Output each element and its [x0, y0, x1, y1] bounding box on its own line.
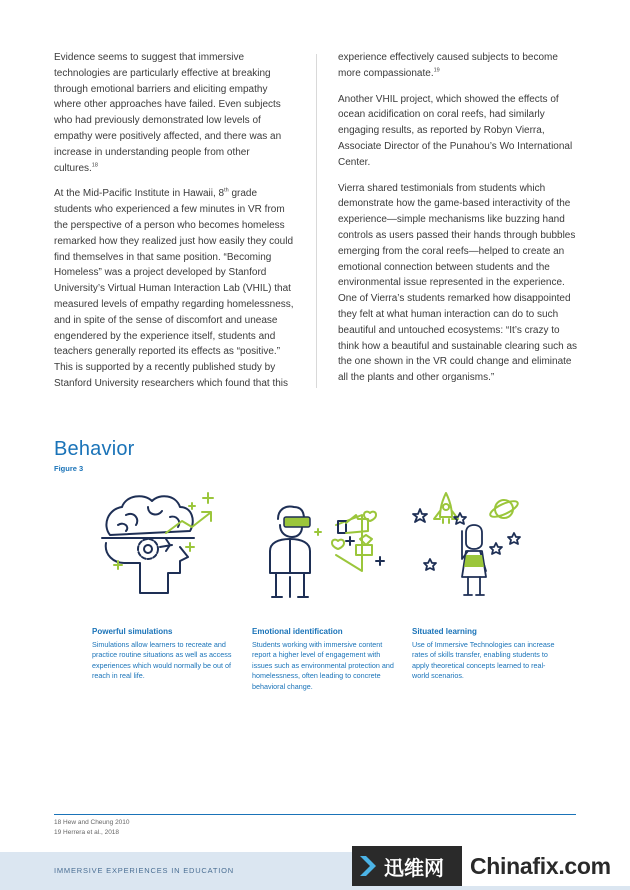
figure-label: Figure 3	[54, 464, 84, 473]
card-situated-learning	[412, 627, 562, 682]
footnote-19: 19 Herrera et al., 2018	[54, 829, 120, 836]
left-paragraph-1: Evidence seems to suggest that immersive technologies are particularly effective at breaking through emotional barriers and eliciting empathy where other approaches have failed. Even subjects who had previously demonstrated low levels of empathy were positively affected, and there was an increase in understanding people from other cultures.$^{18}$	[54, 52, 282, 174]
card-text: Students working with immersive content report a higher level of engagement with issues such as environmental protection and homelessness, often leading to concrete behavioral change.	[252, 640, 394, 691]
card-title: Emotional identification	[252, 627, 343, 636]
card-powerful-simulations	[92, 627, 242, 682]
footnote-18: 18 Hew and Cheung 2010	[54, 819, 130, 826]
right-paragraph-1: experience effectively caused subjects to become more compassionate.$^{19}$	[338, 52, 558, 79]
vr-headset-person-icon	[262, 485, 392, 605]
right-text-column	[338, 50, 578, 396]
right-paragraph-3: Vierra shared testimonials from students which demonstrate how the game-based interactivity of the experience—simple mechanisms like buzzing hand controls as users passed their hands through bubbles emerging from the coral reefs—helped to create an emotional connection between students and the environmental issue represented in the experience. One of Vierra’s students remarked how disappointed they felt at what human interaction can do to such beautiful and untouched ecosystems: “It’s crazy to think how a beautiful and sustainable clearing such as the one shown in the VR could change and eliminate all the plants and other organisms.”	[338, 182, 578, 384]
card-emotional-identification	[252, 627, 402, 692]
card-title: Situated learning	[412, 627, 477, 636]
card-title: Powerful simulations	[92, 627, 173, 636]
brain-gear-icon	[96, 485, 226, 605]
watermark-chevron-icon	[358, 854, 380, 878]
watermark-logo	[352, 846, 462, 886]
footnotes	[54, 818, 130, 838]
left-paragraph-2: At the Mid-Pacific Institute in Hawaii, 8th grade students who experienced a few minutes in VR from the perspective of a person who becomes homeless remarked how they realized just how easily they could find themselves in that same position. “Becoming Homeless” was a project developed by Stanford University’s Virtual Human Interaction Lab (VHIL) that measured levels of empathy regarding homelessness, and in spite of the sense of discomfort and unease engendered by the experience itself, students and teachers generally reported its effects as “positive.” This is supported by a recently published study by Stanford University researchers which found that this	[54, 188, 294, 389]
footer-title: IMMERSIVE EXPERIENCES IN EDUCATION	[54, 866, 235, 875]
watermark	[352, 846, 630, 886]
section-title: Behavior	[54, 438, 135, 460]
left-text-column	[54, 50, 294, 402]
space-learning-person-icon	[410, 485, 540, 605]
watermark-en-text: Chinafix.com	[470, 852, 611, 879]
card-text: Use of Immersive Technologies can increase rates of skills transfer, enabling students to apply theoretical concepts learned to real-world scenarios.	[412, 640, 555, 681]
column-divider	[316, 54, 317, 388]
watermark-cn-text: 迅维网	[384, 857, 444, 880]
right-paragraph-2: Another VHIL project, which showed the effects of ocean acidification on coral reefs, had similarly engaging results, as reported by Robyn Vierra, Associate Director of the Punahou’s Wo International Center.	[338, 93, 573, 168]
footnote-divider	[54, 814, 576, 815]
card-text: Simulations allow learners to recreate and practice routine situations as well as access experiences which would normally be out of reach in real life.	[92, 640, 232, 681]
